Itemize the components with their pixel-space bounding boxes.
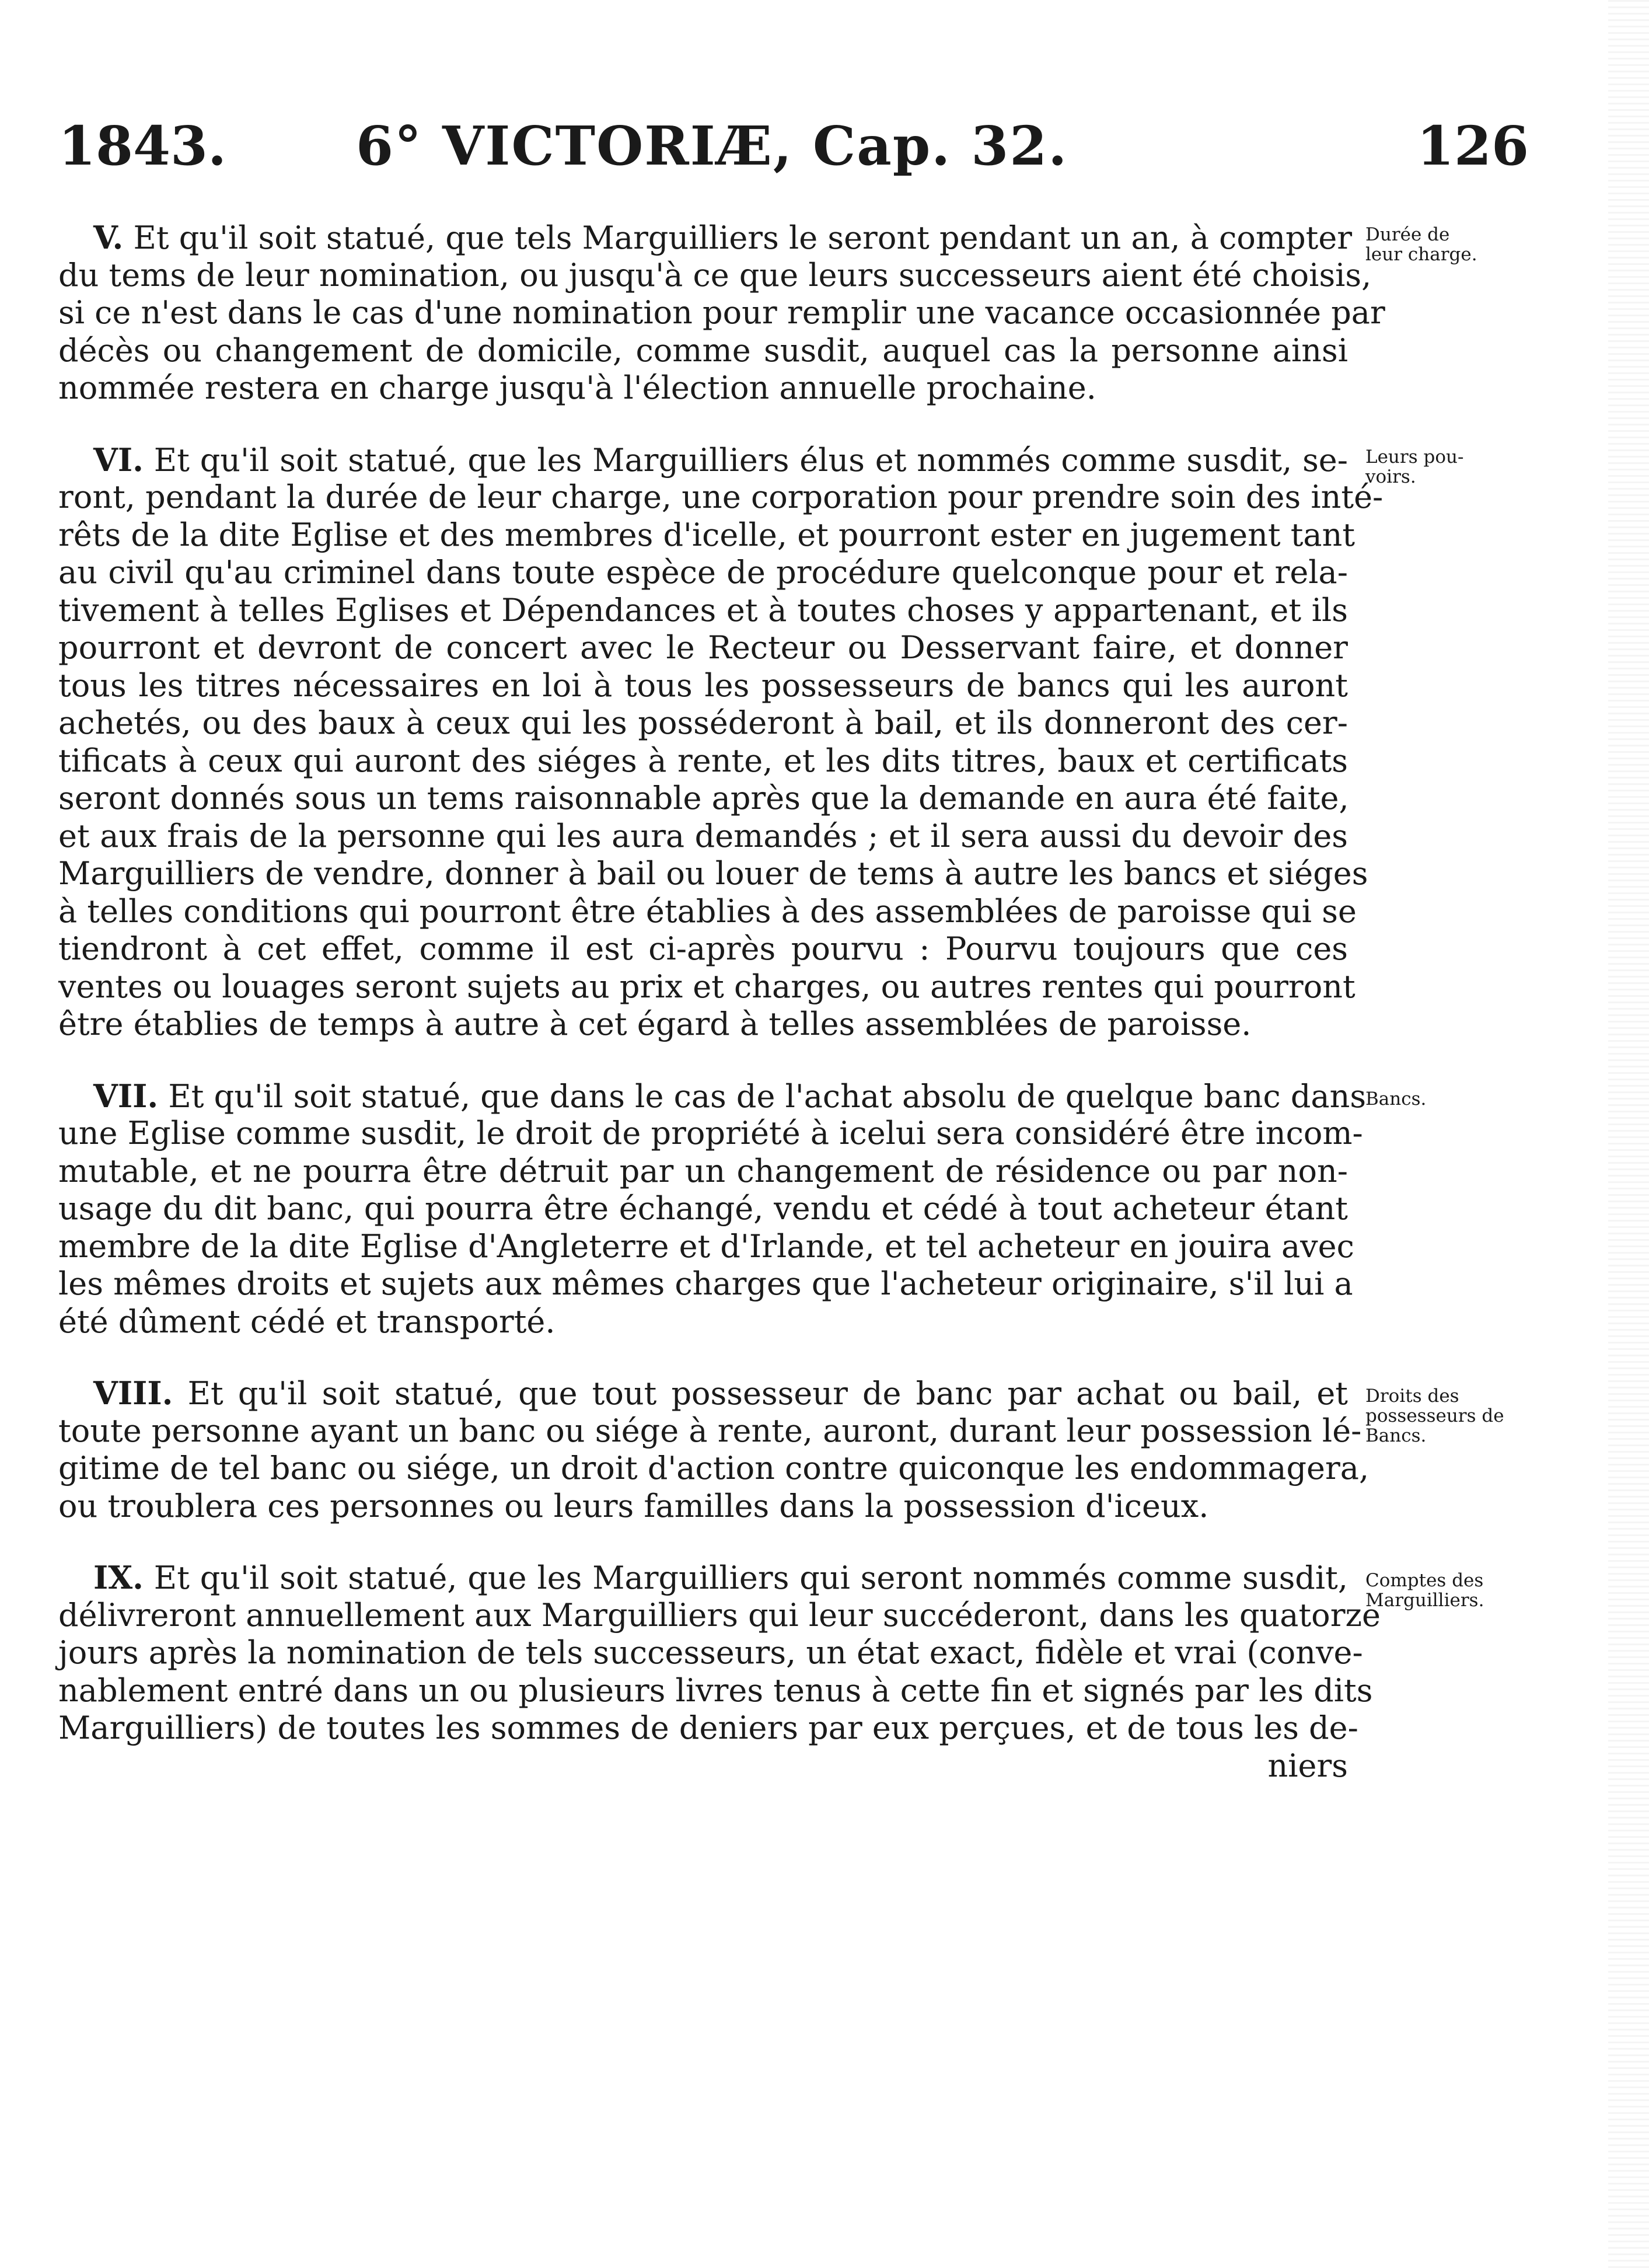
header-title: 6° VICTORIÆ, Cap. 32. <box>356 114 1068 177</box>
text-line <box>58 1634 1363 1672</box>
line-text: une Eglise comme susdit, le droit de propriété à icelui sera considéré être incom- <box>58 1115 1363 1152</box>
text-line <box>58 1077 1367 1115</box>
text-line <box>58 1450 1369 1488</box>
text-line <box>58 1303 1348 1341</box>
text-line <box>58 855 1368 893</box>
line-text: du tems de leur nomination, ou jusqu'à ce que leurs successeurs aient été choisis, <box>58 256 1372 294</box>
text-line <box>58 1153 1348 1191</box>
text-line <box>58 1672 1373 1710</box>
line-text: mutable, et ne pourra être détruit par un changement de résidence ou par non- <box>58 1152 1348 1189</box>
text-line <box>58 968 1355 1006</box>
section-viii <box>58 1374 1504 1525</box>
text-line <box>58 256 1372 295</box>
margin-note: Droits des possesseurs de Bancs. <box>1365 1386 1504 1446</box>
line-text: tous les titres nécessaires en loi à tous les possesseurs de bancs qui les auront <box>58 667 1348 704</box>
line-text: ventes ou louages seront sujets au prix et charges, ou autres rentes qui pourront <box>58 968 1355 1005</box>
text-line <box>58 554 1348 592</box>
text-line <box>58 1559 1348 1597</box>
text-line <box>58 892 1357 931</box>
line-text: pourront et devront de concert avec le Recteur ou Desservant faire, et donner <box>58 629 1348 666</box>
text-line <box>58 441 1348 479</box>
line-text: achetés, ou des baux à ceux qui les posséderont à bail, et ils donneront des cer- <box>58 704 1348 741</box>
text-line <box>58 592 1348 630</box>
line-text: et aux frais de la personne qui les aura demandés ; et il sera aussi du devoir des <box>58 817 1348 854</box>
line-text: gitime de tel banc ou siége, un droit d'action contre quiconque les endommagera, <box>58 1450 1369 1487</box>
line-text: nommée restera en charge jusqu'à l'élection annuelle prochaine. <box>58 369 1096 406</box>
line-text: seront donnés sous un tems raisonnable après que la demande en aura été faite, <box>58 780 1349 817</box>
line-text: nablement entré dans un ou plusieurs livres tenus à cette fin et signés par les dits <box>58 1672 1373 1709</box>
text-line <box>58 1374 1348 1412</box>
line-text: rêts de la dite Eglise et des membres d'icelle, et pourront ester en jugement tant <box>58 516 1355 553</box>
line-text: Et qu'il soit statué, que les Marguilliers élus et nommés comme susdit, se- <box>153 441 1348 479</box>
line-text: ront, pendant la durée de leur charge, une corporation pour prendre soin des inté- <box>58 479 1384 515</box>
text-line <box>58 1596 1381 1635</box>
margin-note: Bancs. <box>1365 1088 1427 1109</box>
text-line <box>58 1115 1363 1153</box>
line-text: au civil qu'au criminel dans toute espèce de procédure quelconque pour et rela- <box>58 554 1348 591</box>
line-text: si ce n'est dans le cas d'une nomination pour remplir une vacance occasionnée par <box>58 294 1385 331</box>
section-number: VIII. <box>93 1374 173 1412</box>
text-line <box>58 930 1348 968</box>
statute-body <box>58 219 1504 1819</box>
line-text: à telles conditions qui pourront être établies à des assemblées de paroisse qui se <box>58 892 1357 930</box>
text-line <box>58 1412 1362 1450</box>
text-line <box>58 629 1348 667</box>
line-text: jours après la nomination de tels successeurs, un état exact, fidèle et vrai (conve- <box>58 1634 1363 1671</box>
text-line <box>58 1006 1348 1044</box>
scan-edge-texture <box>1608 0 1649 2268</box>
margin-note: Leurs pou- voirs. <box>1365 446 1464 487</box>
text-line <box>58 818 1348 856</box>
text-line <box>58 1488 1348 1526</box>
section-vii <box>58 1077 1427 1341</box>
line-text: Et qu'il soit statué, que tels Marguilliers le seront pendant un an, à compter <box>133 219 1353 256</box>
line-text: membre de la dite Eglise d'Angleterre et d'Irlande, et tel acheteur en jouira avec <box>58 1227 1354 1265</box>
line-text: Marguilliers de vendre, donner à bail ou louer de tems à autre les bancs et siéges <box>58 855 1368 892</box>
catchword: niers <box>1267 1747 1348 1784</box>
header-year: 1843. <box>58 114 227 177</box>
text-line <box>58 1709 1358 1747</box>
section-number: VI. <box>93 441 144 479</box>
line-text: les mêmes droits et sujets aux mêmes charges que l'acheteur originaire, s'il lui a <box>58 1265 1353 1302</box>
line-text: Et qu'il soit statué, que tout possesseur de banc par achat ou bail, et <box>187 1375 1348 1412</box>
text-line <box>58 479 1384 517</box>
section-ix <box>58 1559 1484 1785</box>
text-line <box>58 1190 1348 1228</box>
section-number: VII. <box>93 1077 159 1115</box>
line-text: tivement à telles Eglises et Dépendances et à toutes choses y appartenant, et ils <box>58 591 1348 629</box>
text-line <box>58 1227 1354 1266</box>
margin-note: Durée de leur charge. <box>1365 224 1477 265</box>
line-text: usage du dit banc, qui pourra être échangé, vendu et cédé à tout acheteur étant <box>58 1190 1348 1227</box>
line-text: Et qu'il soit statué, que dans le cas de l'achat absolu de quelque banc dans <box>168 1077 1367 1115</box>
page-header <box>58 108 1529 184</box>
line-text: Marguilliers) de toutes les sommes de deniers par eux perçues, et de tous les de- <box>58 1709 1358 1746</box>
line-text: Et qu'il soit statué, que les Marguilliers qui seront nommés comme susdit, <box>153 1559 1348 1596</box>
line-text: ou troublera ces personnes ou leurs familles dans la possession d'iceux. <box>58 1487 1209 1524</box>
section-v <box>58 219 1477 407</box>
text-line <box>58 742 1348 780</box>
section-vi <box>58 441 1464 1044</box>
line-text: décès ou changement de domicile, comme susdit, auquel cas la personne ainsi <box>58 332 1348 369</box>
page-number: 126 <box>1416 114 1529 177</box>
line-text: tiendront à cet effet, comme il est ci-après pourvu : Pourvu toujours que ces <box>58 930 1348 967</box>
text-line <box>58 219 1353 257</box>
line-text: tificats à ceux qui auront des siéges à rente, et les dits titres, baux et certificats <box>58 742 1348 779</box>
text-line <box>58 369 1348 407</box>
text-line <box>58 332 1348 370</box>
text-line <box>58 780 1348 818</box>
line-text: toute personne ayant un banc ou siége à rente, auront, durant leur possession lé- <box>58 1412 1362 1449</box>
text-line <box>58 667 1348 705</box>
line-text: être établies de temps à autre à cet égard à telles assemblées de paroisse. <box>58 1006 1252 1042</box>
text-line <box>58 704 1348 742</box>
section-number: IX. <box>93 1559 144 1596</box>
line-text: délivreront annuellement aux Marguilliers qui leur succéderont, dans les quatorze <box>58 1596 1381 1634</box>
line-text: été dûment cédé et transporté. <box>58 1303 556 1340</box>
text-line <box>58 294 1385 332</box>
section-number: V. <box>93 219 124 256</box>
text-line <box>58 516 1355 554</box>
text-line <box>58 1265 1353 1303</box>
margin-note: Comptes des Marguilliers. <box>1365 1570 1484 1611</box>
